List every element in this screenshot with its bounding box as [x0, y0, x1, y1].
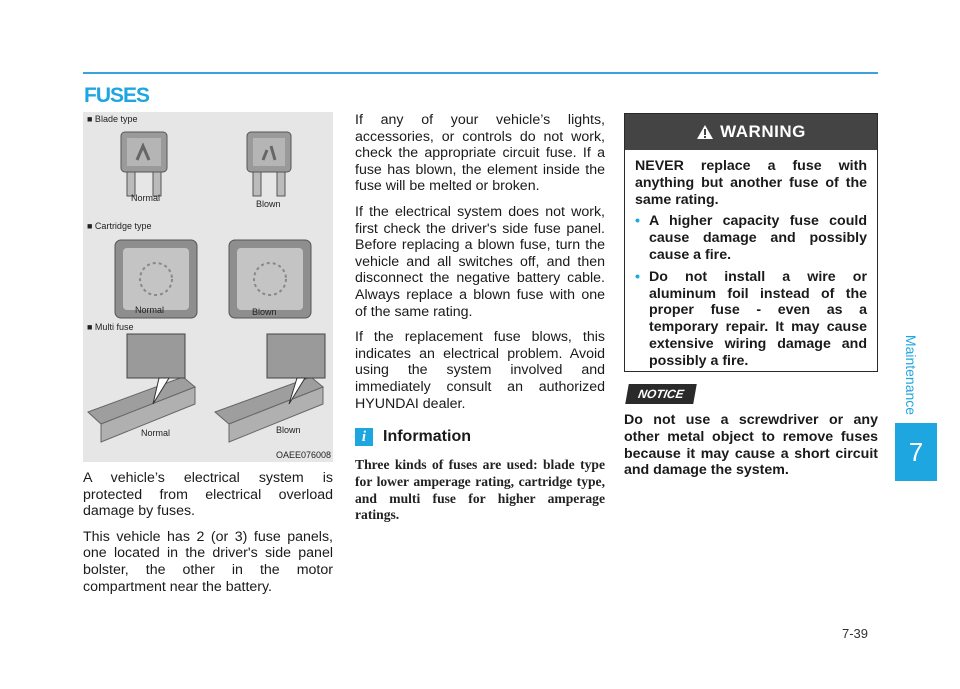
- warning-triangle-icon: [696, 124, 714, 140]
- instructions-text: [355, 112, 605, 421]
- notice-text: Do not use a screwdriver or any other metal object to remove fuses because it may cause a short circuit and damage the system.: [624, 412, 878, 479]
- instructions-paragraph-2: If the electrical system does not work, first check the driver's side fuse panel. Before replacing a blown fuse, turn the vehicle and all switches off, and then disconnect the negative battery cable. Always replace a blown fuse with one of the same rating.: [355, 203, 605, 320]
- instructions-paragraph-3: If the replacement fuse blows, this indicates an electrical problem. Avoid using the system involved and immediately consult an authorized HYUNDAI dealer.: [355, 329, 605, 412]
- page-number: 7-39: [842, 626, 869, 641]
- information-icon: i: [355, 428, 373, 446]
- notice-badge: NOTICE: [625, 384, 697, 404]
- cartridge-normal-label: Normal: [135, 305, 165, 315]
- side-tab-label: Maintenance: [903, 334, 920, 416]
- multi-fuse-blown-image: [215, 334, 325, 442]
- instructions-paragraph-1: If any of your vehicle’s lights, accessories, or controls do not work, check the appropriate circuit fuse. If a fuse has blown, the element inside the fuse will be melted or broken.: [355, 112, 605, 195]
- warning-list: [635, 213, 867, 369]
- blade-type-label: ■ Blade type: [87, 114, 138, 124]
- blade-blown-label: Blown: [256, 199, 281, 209]
- figure-code: OAEE076008: [275, 450, 331, 460]
- top-rule: [83, 72, 878, 74]
- blade-fuse-normal-image: [121, 132, 167, 196]
- warning-title: WARNING: [720, 122, 806, 141]
- information-text: Three kinds of fuses are used: blade type for lower amperage rating, cartridge type, and multi fuse for higher amperage ratings.: [355, 457, 605, 523]
- blade-fuse-blown-image: [247, 132, 291, 196]
- warning-lead: NEVER replace a fuse with anything but another fuse of the same rating.: [635, 158, 867, 208]
- cartridge-blown-label: Blown: [252, 307, 277, 317]
- fuse-illustration: [83, 112, 333, 462]
- warning-box: [624, 113, 878, 372]
- bullet-icon: •: [635, 268, 640, 285]
- multi-blown-label: Blown: [276, 425, 301, 435]
- fuse-figure: [83, 112, 333, 462]
- multi-fuse-label: ■ Multi fuse: [87, 322, 134, 332]
- section-title: FUSES: [84, 84, 150, 107]
- cartridge-type-label: ■ Cartridge type: [87, 221, 152, 231]
- intro-paragraph-1: A vehicle’s electrical system is protected from electrical overload damage by fuses.: [83, 470, 333, 520]
- information-header: [355, 428, 471, 446]
- information-title: Information: [383, 428, 471, 445]
- multi-normal-label: Normal: [141, 428, 171, 438]
- multi-fuse-normal-image: [88, 334, 195, 442]
- bullet-icon: •: [635, 213, 640, 230]
- intro-text: [83, 470, 333, 604]
- blade-normal-label: Normal: [131, 193, 161, 203]
- warning-list-item: • A higher capacity fuse could cause damage and possibly cause a fire.: [635, 213, 867, 263]
- warning-header: [625, 114, 877, 150]
- intro-paragraph-2: This vehicle has 2 (or 3) fuse panels, one located in the driver's side panel bolster, the other in the motor compartment near the battery.: [83, 528, 333, 595]
- warning-body: [625, 150, 877, 370]
- warning-list-item: • Do not install a wire or aluminum foil instead of the proper fuse - even as a temporary repair. It may cause extensive wiring damage and possibly a fire.: [635, 268, 867, 369]
- chapter-number: 7: [895, 423, 937, 481]
